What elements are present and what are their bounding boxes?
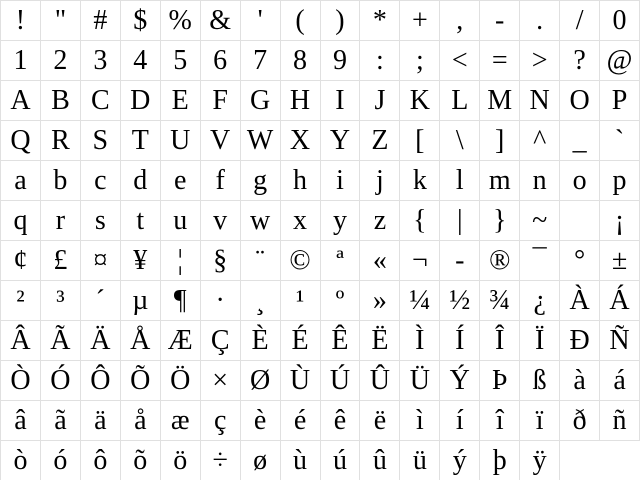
glyph-cell: ì [400, 401, 440, 441]
glyph-cell: Õ [121, 361, 161, 401]
glyph-cell: é [281, 401, 321, 441]
glyph-cell: ] [480, 121, 520, 161]
glyph-cell: m [480, 161, 520, 201]
glyph-cell: ! [1, 1, 41, 41]
glyph-cell: ¬ [400, 241, 440, 281]
glyph-cell: E [161, 81, 201, 121]
glyph-cell: V [201, 121, 241, 161]
glyph-cell: å [121, 401, 161, 441]
glyph-cell: þ [480, 441, 520, 480]
glyph-cell: | [440, 201, 480, 241]
glyph-cell: ü [400, 441, 440, 480]
glyph-cell: ¯ [520, 241, 560, 281]
glyph-cell: t [121, 201, 161, 241]
glyph-cell: Ì [400, 321, 440, 361]
glyph-cell: " [41, 1, 81, 41]
glyph-cell: ´ [81, 281, 121, 321]
glyph-cell: a [1, 161, 41, 201]
glyph-cell: { [400, 201, 440, 241]
glyph-cell: U [161, 121, 201, 161]
glyph-cell: Ü [400, 361, 440, 401]
glyph-cell: × [201, 361, 241, 401]
glyph-cell: ë [360, 401, 400, 441]
glyph-cell: # [81, 1, 121, 41]
glyph-cell: è [241, 401, 281, 441]
glyph-cell: ú [321, 441, 361, 480]
glyph-cell: º [321, 281, 361, 321]
glyph-cell: æ [161, 401, 201, 441]
glyph-cell: ` [600, 121, 640, 161]
glyph-cell: ¦ [161, 241, 201, 281]
glyph-cell: ? [560, 41, 600, 81]
glyph-cell: ¿ [520, 281, 560, 321]
glyph-cell: ± [600, 241, 640, 281]
glyph-cell: ¡ [600, 201, 640, 241]
glyph-cell: ø [241, 441, 281, 480]
glyph-cell: } [480, 201, 520, 241]
glyph-cell: ~ [520, 201, 560, 241]
glyph-cell: K [400, 81, 440, 121]
glyph-cell: - [440, 241, 480, 281]
glyph-cell: à [560, 361, 600, 401]
glyph-cell: ê [321, 401, 361, 441]
glyph-cell: Ç [201, 321, 241, 361]
glyph-cell: Ú [321, 361, 361, 401]
glyph-cell: P [600, 81, 640, 121]
glyph-cell: O [560, 81, 600, 121]
glyph-cell: e [161, 161, 201, 201]
grid-filler [560, 441, 600, 480]
glyph-cell: ß [520, 361, 560, 401]
glyph-cell: 5 [161, 41, 201, 81]
glyph-cell: J [360, 81, 400, 121]
glyph-cell: ã [41, 401, 81, 441]
glyph-cell: G [241, 81, 281, 121]
glyph-cell: Ó [41, 361, 81, 401]
glyph-cell: ' [241, 1, 281, 41]
glyph-cell: Ä [81, 321, 121, 361]
glyph-cell: p [600, 161, 640, 201]
glyph-cell: É [281, 321, 321, 361]
glyph-cell: 6 [201, 41, 241, 81]
glyph-cell: z [360, 201, 400, 241]
glyph-cell: ª [321, 241, 361, 281]
glyph-cell: ¥ [121, 241, 161, 281]
glyph-cell: Z [360, 121, 400, 161]
glyph-cell: ò [1, 441, 41, 480]
glyph-cell: ; [400, 41, 440, 81]
glyph-cell: Ô [81, 361, 121, 401]
glyph-cell: ç [201, 401, 241, 441]
glyph-cell: ð [560, 401, 600, 441]
glyph-cell: Ø [241, 361, 281, 401]
glyph-cell: C [81, 81, 121, 121]
glyph-cell: j [360, 161, 400, 201]
glyph-cell: q [1, 201, 41, 241]
glyph-cell: s [81, 201, 121, 241]
glyph-cell: ý [440, 441, 480, 480]
glyph-cell: L [440, 81, 480, 121]
glyph-cell: À [560, 281, 600, 321]
glyph-cell: r [41, 201, 81, 241]
glyph-cell: ² [1, 281, 41, 321]
glyph-cell: R [41, 121, 81, 161]
glyph-cell: & [201, 1, 241, 41]
glyph-cell: 1 [1, 41, 41, 81]
glyph-cell: â [1, 401, 41, 441]
glyph-cell: _ [560, 121, 600, 161]
glyph-cell: Æ [161, 321, 201, 361]
glyph-cell: W [241, 121, 281, 161]
glyph-cell: Å [121, 321, 161, 361]
glyph-cell: ¸ [241, 281, 281, 321]
glyph-cell: ¨ [241, 241, 281, 281]
glyph-cell: ¤ [81, 241, 121, 281]
glyph-cell: Ñ [600, 321, 640, 361]
glyph-cell: 2 [41, 41, 81, 81]
glyph-cell: b [41, 161, 81, 201]
glyph-cell: n [520, 161, 560, 201]
glyph-cell: © [281, 241, 321, 281]
glyph-cell: ) [321, 1, 361, 41]
glyph-cell: È [241, 321, 281, 361]
glyph-cell: 7 [241, 41, 281, 81]
glyph-cell: S [81, 121, 121, 161]
glyph-cell: ñ [600, 401, 640, 441]
glyph-cell: @ [600, 41, 640, 81]
glyph-cell: ï [520, 401, 560, 441]
glyph-cell: Ã [41, 321, 81, 361]
glyph-cell: ¶ [161, 281, 201, 321]
glyph-cell: c [81, 161, 121, 201]
glyph-cell: Ë [360, 321, 400, 361]
glyph-cell: ù [281, 441, 321, 480]
glyph-cell: > [520, 41, 560, 81]
glyph-cell: Ð [560, 321, 600, 361]
glyph-cell: Ò [1, 361, 41, 401]
glyph-cell: ½ [440, 281, 480, 321]
glyph-cell: g [241, 161, 281, 201]
glyph-cell: ° [560, 241, 600, 281]
glyph-cell: Ê [321, 321, 361, 361]
glyph-cell: x [281, 201, 321, 241]
glyph-cell: ¼ [400, 281, 440, 321]
glyph-cell: % [161, 1, 201, 41]
glyph-cell: v [201, 201, 241, 241]
grid-filler [600, 441, 640, 480]
glyph-cell: Q [1, 121, 41, 161]
glyph-cell: ( [281, 1, 321, 41]
glyph-cell: Ù [281, 361, 321, 401]
glyph-cell: o [560, 161, 600, 201]
glyph-cell: ö [161, 441, 201, 480]
glyph-cell: Û [360, 361, 400, 401]
glyph-cell: F [201, 81, 241, 121]
glyph-cell: D [121, 81, 161, 121]
glyph-cell: i [321, 161, 361, 201]
glyph-cell: ó [41, 441, 81, 480]
glyph-cell: y [321, 201, 361, 241]
glyph-cell: ÷ [201, 441, 241, 480]
glyph-cell: 3 [81, 41, 121, 81]
glyph-cell: ÿ [520, 441, 560, 480]
glyph-cell: I [321, 81, 361, 121]
glyph-cell: Þ [480, 361, 520, 401]
glyph-cell: î [480, 401, 520, 441]
glyph-cell: « [360, 241, 400, 281]
glyph-cell: Î [480, 321, 520, 361]
glyph-cell: Á [600, 281, 640, 321]
glyph-cell: £ [41, 241, 81, 281]
glyph-cell: : [360, 41, 400, 81]
glyph-cell: µ [121, 281, 161, 321]
glyph-cell: õ [121, 441, 161, 480]
glyph-cell: 4 [121, 41, 161, 81]
glyph-cell: í [440, 401, 480, 441]
glyph-cell: + [400, 1, 440, 41]
glyph-cell: á [600, 361, 640, 401]
glyph-cell: ¹ [281, 281, 321, 321]
glyph-cell: H [281, 81, 321, 121]
glyph-cell: û [360, 441, 400, 480]
glyph-cell: T [121, 121, 161, 161]
glyph-cell: 0 [600, 1, 640, 41]
glyph-cell: , [440, 1, 480, 41]
glyph-cell: ¾ [480, 281, 520, 321]
glyph-cell: 9 [321, 41, 361, 81]
glyph-cell: $ [121, 1, 161, 41]
glyph-cell: ¢ [1, 241, 41, 281]
glyph-cell: X [281, 121, 321, 161]
glyph-cell: * [360, 1, 400, 41]
glyph-cell: N [520, 81, 560, 121]
glyph-cell: ® [480, 241, 520, 281]
glyph-cell: A [1, 81, 41, 121]
glyph-cell: Â [1, 321, 41, 361]
glyph-cell: § [201, 241, 241, 281]
glyph-cell: ô [81, 441, 121, 480]
glyph-cell: 8 [281, 41, 321, 81]
glyph-cell: d [121, 161, 161, 201]
glyph-cell: Í [440, 321, 480, 361]
glyph-cell: Ö [161, 361, 201, 401]
glyph-cell: f [201, 161, 241, 201]
glyph-cell: - [480, 1, 520, 41]
glyph-cell: k [400, 161, 440, 201]
glyph-cell: [ [400, 121, 440, 161]
glyph-cell: w [241, 201, 281, 241]
glyph-cell: l [440, 161, 480, 201]
glyph-cell: = [480, 41, 520, 81]
glyph-cell: ^ [520, 121, 560, 161]
glyph-cell: Y [321, 121, 361, 161]
glyph-cell: Ý [440, 361, 480, 401]
glyph-cell: . [520, 1, 560, 41]
glyph-cell: » [360, 281, 400, 321]
glyph-cell: ä [81, 401, 121, 441]
glyph-cell: B [41, 81, 81, 121]
glyph-cell: h [281, 161, 321, 201]
glyph-cell: ³ [41, 281, 81, 321]
glyph-cell: \ [440, 121, 480, 161]
glyph-cell: M [480, 81, 520, 121]
glyph-cell-empty [560, 201, 600, 241]
glyph-cell: · [201, 281, 241, 321]
glyph-cell: < [440, 41, 480, 81]
glyph-cell: Ï [520, 321, 560, 361]
glyph-cell: u [161, 201, 201, 241]
glyph-cell: / [560, 1, 600, 41]
